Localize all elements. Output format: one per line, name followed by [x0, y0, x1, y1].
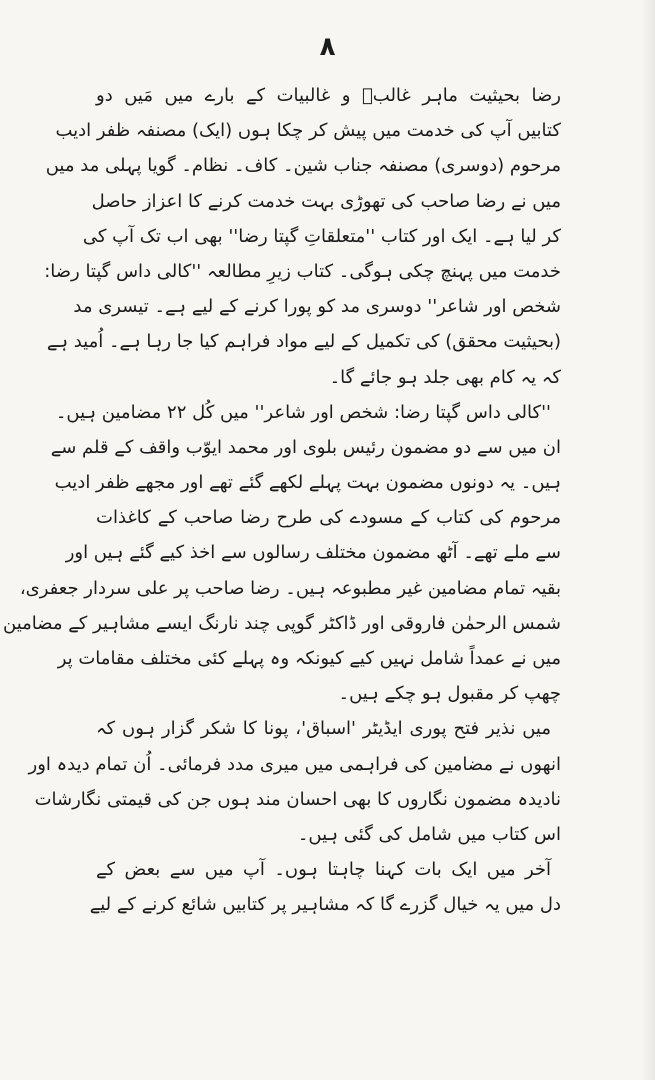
- text-line: کر لیا ہے۔ ایک اور کتاب ''متعلقاتِ گپتا رضا'' بھی اب تک آپ کی: [82, 225, 561, 247]
- text-line: ''کالی داس گپتا رضا: شخص اور شاعر'' میں کُل ۲۲ مضامین ہیں۔: [55, 401, 551, 423]
- text-line: شمس الرحمٰن فاروقی اور ڈاکٹر گوپی چند نارنگ ایسے مشاہیر کے مضامین: [3, 612, 561, 634]
- text-line: کہ یہ کام بھی جلد ہو جائے گا۔: [329, 366, 561, 388]
- text-line: کتابیں آپ کی خدمت میں پیش کر چکا ہوں (ایک) مصنفہ ظفر ادیب: [55, 120, 561, 142]
- text-line: میں نذیر فتح پوری ایڈیٹر 'اسباق'، پونا کا شکر گزار ہوں کہ: [96, 718, 551, 740]
- text-line: چھپ کر مقبول ہو چکے ہیں۔: [338, 683, 561, 705]
- page-number: ۸: [319, 32, 336, 62]
- page-edge-shadow: [641, 0, 655, 1080]
- text-line: شخص اور شاعر'' دوسری مد کو پورا کرنے کے لیے ہے۔ تیسری مد: [73, 296, 561, 318]
- text-line: آخر میں ایک بات کہنا چاہتا ہوں۔ آپ میں سے بعض کے: [96, 859, 551, 881]
- body-text: [3, 78, 561, 923]
- text-line: مرحوم (دوسری) مصنفہ جناب شین۔ کاف۔ نظام۔ گویا پہلی مد میں: [45, 155, 561, 177]
- text-line: بقیہ تمام مضامین غیر مطبوعہ ہیں۔ رضا صاحب پر علی سردار جعفری،: [19, 577, 561, 599]
- text-line: مرحوم کی کتاب کے مسودے کی طرح رضا صاحب کے کاغذات: [96, 507, 561, 529]
- text-line: دل میں یہ خیال گزرے گا کہ مشاہیر پر کتابیں شائع کرنے کے لیے: [89, 894, 561, 916]
- text-line: ان میں سے دو مضمون رئیس بلوی اور محمد ایوّب واقف کے قلم سے: [50, 436, 561, 458]
- text-line: میں نے عمداً شامل نہیں کیے کیونکہ وہ پہلے کئی مختلف مقامات پر: [57, 648, 561, 669]
- text-line: نادیدہ مضمون نگاروں کا بھی احسان مند ہوں جن کی قیمتی نگارشات: [34, 788, 561, 810]
- text-line: (بحیثیت محقق) کی تکمیل کے لیے مواد فراہم کیا جا رہا ہے۔ اُمید ہے: [46, 331, 561, 353]
- text-line: انھوں نے مضامین کی فراہمی میں میری مدد فرمائی۔ اُن تمام دیدہ اور: [28, 753, 561, 775]
- text-line: ہیں۔ یہ دونوں مضمون بہت پہلے لکھے گئے تھے اور مجھے ظفر ادیب: [54, 472, 561, 494]
- text-line: میں نے رضا صاحب کی تھوڑی بہت خدمت کرنے کا اعزاز حاصل: [91, 190, 561, 212]
- text-line: رضا بحیثیت ماہر غالبؔ و غالبیات کے بارے میں مَیں دو: [96, 85, 561, 106]
- text-line: اس کتاب میں شامل کی گئی ہیں۔: [297, 823, 561, 845]
- text-line: خدمت میں پہنچ چکی ہوگی۔ کتاب زیرِ مطالعہ ''کالی داس گپتا رضا:: [44, 260, 561, 282]
- text-line: سے ملے تھے۔ آٹھ مضمون مختلف رسالوں سے اخذ کیے گئے ہیں اور: [65, 542, 561, 564]
